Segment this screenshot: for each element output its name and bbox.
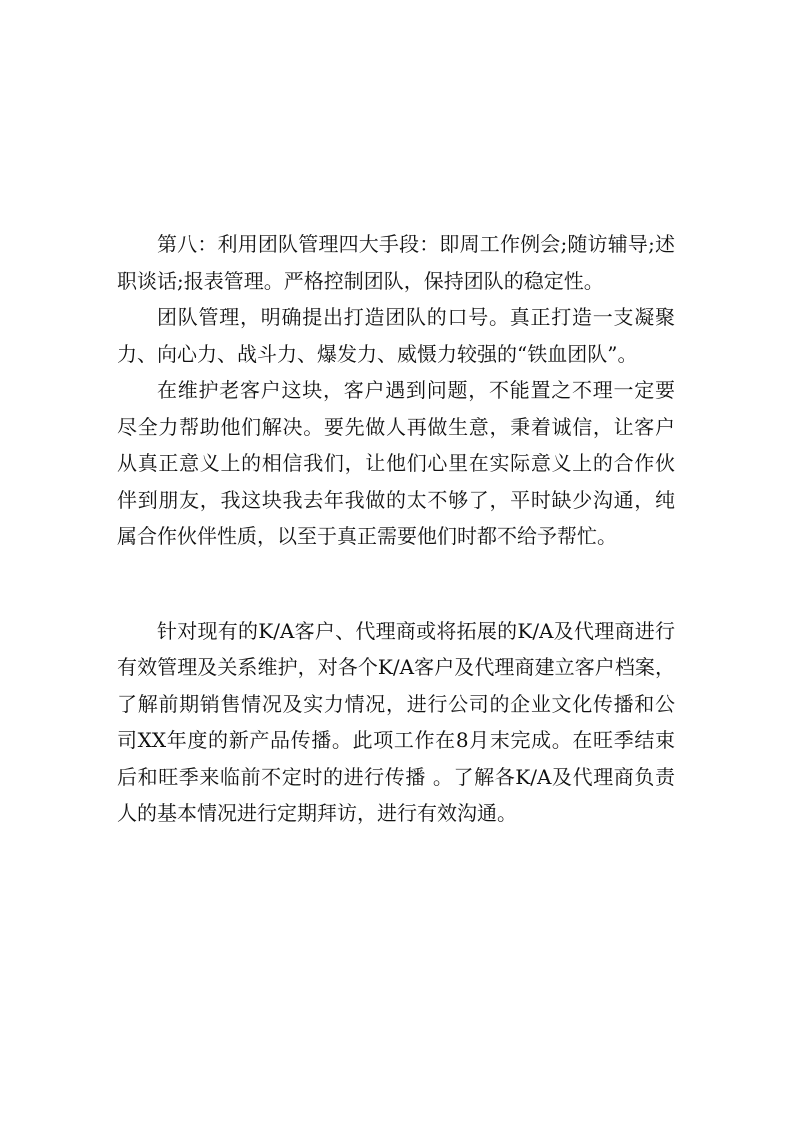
paragraph-team-slogan: 团队管理，明确提出打造团队的口号。真正打造一支凝聚力、向心力、战斗力、爆发力、威慑力较强的“铁血团队”。: [117, 305, 675, 366]
paragraph-spacer: [117, 555, 675, 613]
document-body: [117, 226, 675, 832]
paragraph-ka-agent-management: 针对现有的K/A客户、代理商或将拓展的K/A及代理商进行有效管理及关系维护，对各个K/A客户及代理商建立客户档案，了解前期销售情况及实力情况，进行公司的企业文化传播和公司XX年度的新产品传播。此项工作在8月末完成。在旺季结束后和旺季来临前不定时的进行传播 。了解各K/A及代理商负责人的基本情况进行定期拜访，进行有效沟通。: [117, 618, 675, 825]
paragraph-team-management-methods: 第八：利用团队管理四大手段：即周工作例会;随访辅导;述职谈话;报表管理。严格控制团队，保持团队的稳定性。: [117, 232, 675, 293]
paragraph-customer-maintenance: 在维护老客户这块，客户遇到问题，不能置之不理一定要尽全力帮助他们解决。要先做人再做生意，秉着诚信，让客户从真正意义上的相信我们，让他们心里在实际意义上的合作伙伴到朋友，我这块我去年我做的太不够了，平时缺少沟通，纯属合作伙伴性质，以至于真正需要他们时都不给予帮忙。: [117, 378, 675, 548]
